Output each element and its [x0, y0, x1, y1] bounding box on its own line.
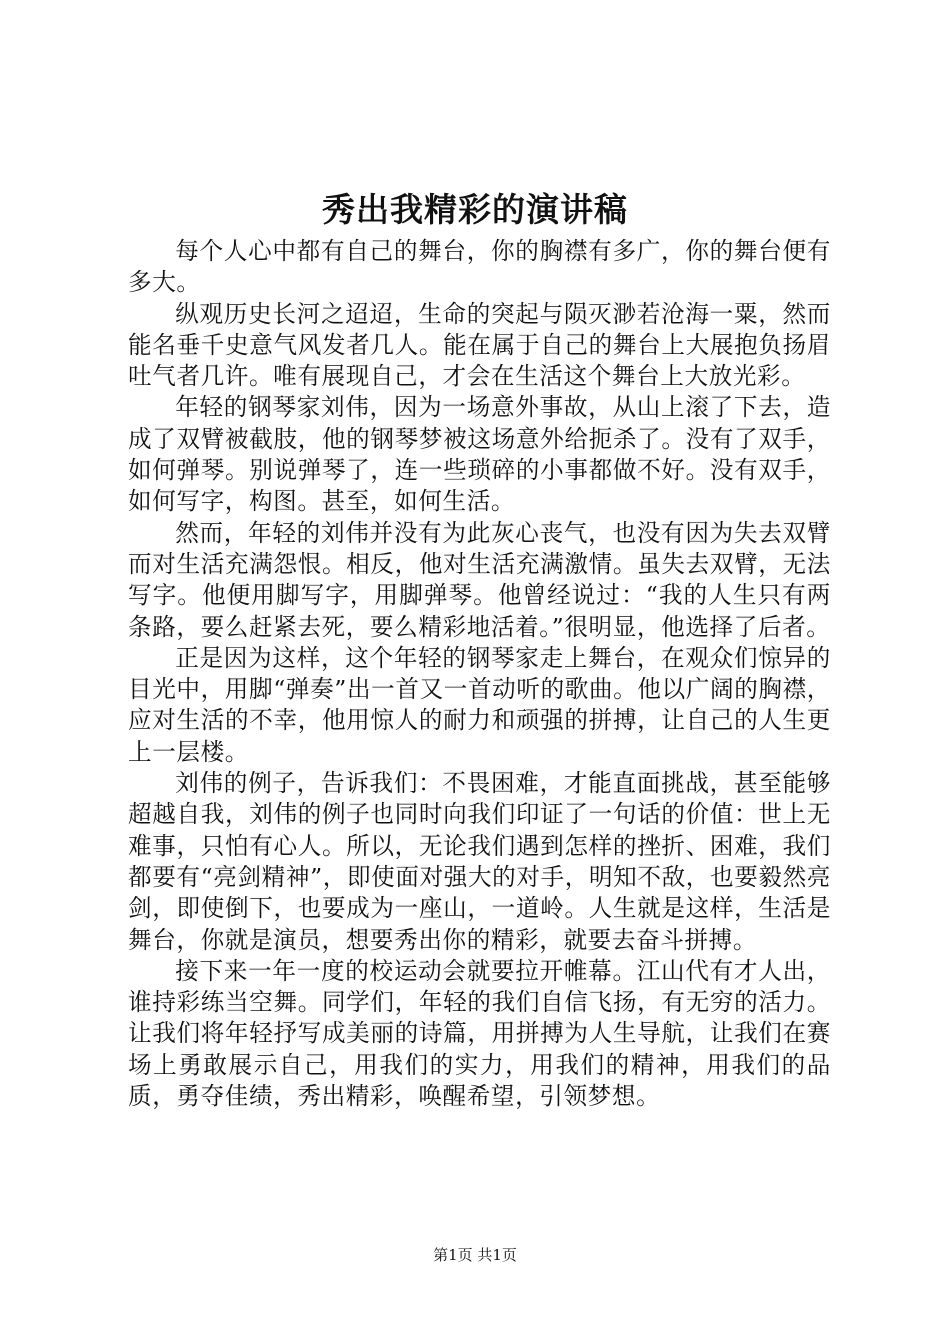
paragraph-7: 接下来一年一度的校运动会就要拉开帷幕。江山代有才人出，谁持彩练当空舞。同学们，年轻的我们自信飞扬，有无穷的活力。让我们将年轻抒写成美丽的诗篇，用拼搏为人生导航，让我们在赛场上勇敢展示自己，用我们的实力，用我们的精神，用我们的品质，勇夺佳绩，秀出精彩，唤醒希望，引领梦想。: [128, 956, 831, 1111]
document-body: [128, 236, 831, 1112]
document-title: 秀出我精彩的演讲稿: [322, 190, 628, 229]
paragraph-6: 刘伟的例子，告诉我们：不畏困难，才能直面挑战，甚至能够超越自我，刘伟的例子也同时向我们印证了一句话的价值：世上无难事，只怕有心人。所以，无论我们遇到怎样的挫折、困难，我们都要有“亮剑精神”，即使面对强大的对手，明知不敌，也要毅然亮剑，即使倒下，也要成为一座山，一道岭。人生就是这样，生活是舞台，你就是演员，想要秀出你的精彩，就要去奋斗拼搏。: [128, 769, 831, 954]
paragraph-1: 每个人心中都有自己的舞台，你的胸襟有多广，你的舞台便有多大。: [128, 237, 831, 297]
paragraph-5: 正是因为这样，这个年轻的钢琴家走上舞台，在观众们惊异的目光中，用脚“弹奏”出一首又一首动听的歌曲。他以广阔的胸襟，应对生活的不幸，他用惊人的耐力和顽强的拼搏，让自己的人生更上一层楼。: [128, 643, 831, 766]
paragraph-4: 然而，年轻的刘伟并没有为此灰心丧气，也没有因为失去双臂而对生活充满怨恨。相反，他对生活充满激情。虽失去双臂，无法写字。他便用脚写字，用脚弹琴。他曾经说过：“我的人生只有两条路，要么赶紧去死，要么精彩地活着。”很明显，他选择了后者。: [128, 518, 831, 641]
paragraph-3: 年轻的钢琴家刘伟，因为一场意外事故，从山上滚了下去，造成了双臂被截肢，他的钢琴梦被这场意外给扼杀了。没有了双手，如何弹琴。别说弹琴了，连一些琐碎的小事都做不好。没有双手，如何写字，构图。甚至，如何生活。: [128, 393, 831, 516]
page-number-footer: 第1页 共1页: [433, 1246, 517, 1264]
paragraph-2: 纵观历史长河之迢迢，生命的突起与陨灭渺若沧海一粟，然而能名垂千史意气风发者几人。能在属于自己的舞台上大展抱负扬眉吐气者几许。唯有展现自己，才会在生活这个舞台上大放光彩。: [128, 299, 831, 391]
